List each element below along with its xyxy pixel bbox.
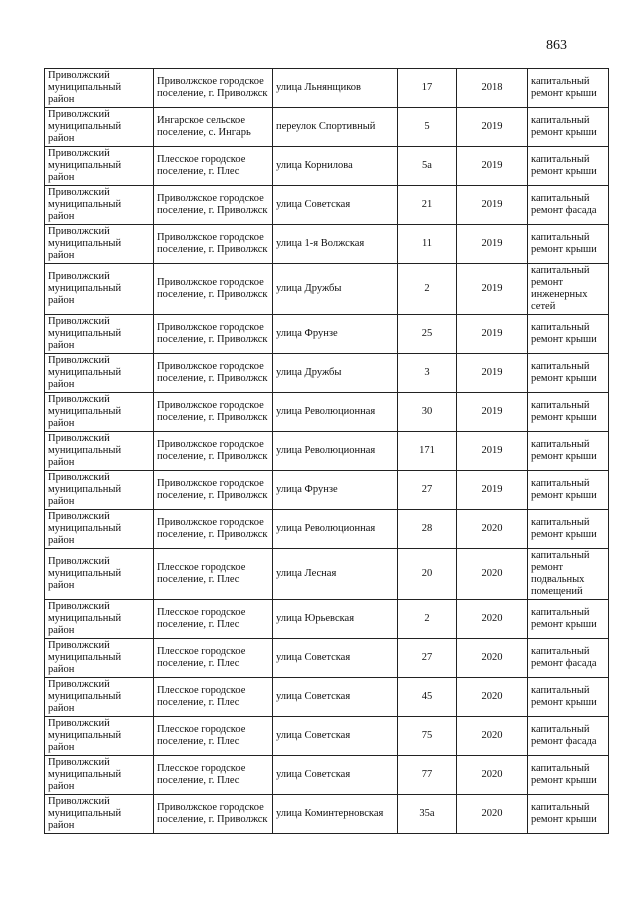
house-number-cell: 171 — [398, 432, 457, 471]
year-cell: 2020 — [457, 600, 528, 639]
table-row — [45, 471, 609, 510]
work-type-cell: капитальный ремонт крыши — [528, 471, 609, 510]
street-cell: улица Советская — [273, 639, 398, 678]
house-number-cell: 28 — [398, 510, 457, 549]
table-row — [45, 354, 609, 393]
house-number-cell: 30 — [398, 393, 457, 432]
house-number-cell: 20 — [398, 549, 457, 600]
table-row — [45, 549, 609, 600]
settlement-cell: Приволжское городское поселение, г. Приволжск — [154, 432, 273, 471]
work-type-cell: капитальный ремонт крыши — [528, 600, 609, 639]
table-row — [45, 69, 609, 108]
street-cell: улица Коминтерновская — [273, 795, 398, 834]
work-type-cell: капитальный ремонт крыши — [528, 432, 609, 471]
house-number-cell: 75 — [398, 717, 457, 756]
district-cell: Приволжский муниципальный район — [45, 549, 154, 600]
table-row — [45, 510, 609, 549]
page-number: 863 — [546, 38, 567, 53]
year-cell: 2020 — [457, 639, 528, 678]
table-row — [45, 393, 609, 432]
settlement-cell: Приволжское городское поселение, г. Приволжск — [154, 510, 273, 549]
table-row — [45, 186, 609, 225]
street-cell: переулок Спортивный — [273, 108, 398, 147]
settlement-cell: Приволжское городское поселение, г. Приволжск — [154, 225, 273, 264]
district-cell: Приволжский муниципальный район — [45, 432, 154, 471]
street-cell: улица Революционная — [273, 393, 398, 432]
work-type-cell: капитальный ремонт подвальных помещений — [528, 549, 609, 600]
district-cell: Приволжский муниципальный район — [45, 69, 154, 108]
district-cell: Приволжский муниципальный район — [45, 225, 154, 264]
table-row — [45, 264, 609, 315]
work-type-cell: капитальный ремонт фасада — [528, 186, 609, 225]
work-type-cell: капитальный ремонт крыши — [528, 315, 609, 354]
settlement-cell: Плесское городское поселение, г. Плес — [154, 717, 273, 756]
street-cell: улица Корнилова — [273, 147, 398, 186]
district-cell: Приволжский муниципальный район — [45, 147, 154, 186]
table-row — [45, 108, 609, 147]
settlement-cell: Ингарское сельское поселение, с. Ингарь — [154, 108, 273, 147]
district-cell: Приволжский муниципальный район — [45, 600, 154, 639]
house-number-cell: 35а — [398, 795, 457, 834]
settlement-cell: Приволжское городское поселение, г. Приволжск — [154, 471, 273, 510]
house-number-cell: 3 — [398, 354, 457, 393]
settlement-cell: Плесское городское поселение, г. Плес — [154, 600, 273, 639]
house-number-cell: 21 — [398, 186, 457, 225]
house-number-cell: 77 — [398, 756, 457, 795]
work-type-cell: капитальный ремонт крыши — [528, 795, 609, 834]
house-number-cell: 5а — [398, 147, 457, 186]
year-cell: 2019 — [457, 147, 528, 186]
work-type-cell: капитальный ремонт крыши — [528, 69, 609, 108]
table-row — [45, 756, 609, 795]
registry-table-body — [45, 69, 609, 834]
settlement-cell: Приволжское городское поселение, г. Приволжск — [154, 69, 273, 108]
settlement-cell: Плесское городское поселение, г. Плес — [154, 147, 273, 186]
table-row — [45, 225, 609, 264]
table-row — [45, 147, 609, 186]
street-cell: улица Советская — [273, 186, 398, 225]
street-cell: улица Дружбы — [273, 354, 398, 393]
table-row — [45, 717, 609, 756]
year-cell: 2019 — [457, 264, 528, 315]
district-cell: Приволжский муниципальный район — [45, 639, 154, 678]
house-number-cell: 17 — [398, 69, 457, 108]
table-row — [45, 432, 609, 471]
table-row — [45, 678, 609, 717]
house-number-cell: 25 — [398, 315, 457, 354]
year-cell: 2019 — [457, 471, 528, 510]
district-cell: Приволжский муниципальный район — [45, 354, 154, 393]
year-cell: 2019 — [457, 186, 528, 225]
settlement-cell: Плесское городское поселение, г. Плес — [154, 678, 273, 717]
settlement-cell: Приволжское городское поселение, г. Приволжск — [154, 795, 273, 834]
year-cell: 2019 — [457, 354, 528, 393]
work-type-cell: капитальный ремонт крыши — [528, 510, 609, 549]
settlement-cell: Приволжское городское поселение, г. Приволжск — [154, 354, 273, 393]
street-cell: улица Советская — [273, 756, 398, 795]
district-cell: Приволжский муниципальный район — [45, 315, 154, 354]
work-type-cell: капитальный ремонт крыши — [528, 225, 609, 264]
house-number-cell: 2 — [398, 264, 457, 315]
work-type-cell: капитальный ремонт крыши — [528, 108, 609, 147]
repair-registry-table — [44, 68, 609, 834]
street-cell: улица Юрьевская — [273, 600, 398, 639]
work-type-cell: капитальный ремонт крыши — [528, 393, 609, 432]
district-cell: Приволжский муниципальный район — [45, 108, 154, 147]
work-type-cell: капитальный ремонт крыши — [528, 147, 609, 186]
year-cell: 2020 — [457, 549, 528, 600]
house-number-cell: 2 — [398, 600, 457, 639]
settlement-cell: Плесское городское поселение, г. Плес — [154, 756, 273, 795]
year-cell: 2020 — [457, 678, 528, 717]
year-cell: 2018 — [457, 69, 528, 108]
street-cell: улица Льнянщиков — [273, 69, 398, 108]
settlement-cell: Приволжское городское поселение, г. Приволжск — [154, 393, 273, 432]
year-cell: 2020 — [457, 510, 528, 549]
street-cell: улица 1-я Волжская — [273, 225, 398, 264]
district-cell: Приволжский муниципальный район — [45, 186, 154, 225]
settlement-cell: Приволжское городское поселение, г. Приволжск — [154, 315, 273, 354]
street-cell: улица Революционная — [273, 432, 398, 471]
house-number-cell: 45 — [398, 678, 457, 717]
year-cell: 2020 — [457, 795, 528, 834]
street-cell: улица Фрунзе — [273, 471, 398, 510]
table-row — [45, 795, 609, 834]
street-cell: улица Революционная — [273, 510, 398, 549]
work-type-cell: капитальный ремонт фасада — [528, 717, 609, 756]
district-cell: Приволжский муниципальный район — [45, 510, 154, 549]
settlement-cell: Плесское городское поселение, г. Плес — [154, 549, 273, 600]
year-cell: 2019 — [457, 315, 528, 354]
street-cell: улица Лесная — [273, 549, 398, 600]
year-cell: 2019 — [457, 225, 528, 264]
work-type-cell: капитальный ремонт крыши — [528, 756, 609, 795]
table-row — [45, 600, 609, 639]
street-cell: улица Дружбы — [273, 264, 398, 315]
work-type-cell: капитальный ремонт инженерных сетей — [528, 264, 609, 315]
work-type-cell: капитальный ремонт крыши — [528, 354, 609, 393]
district-cell: Приволжский муниципальный район — [45, 756, 154, 795]
district-cell: Приволжский муниципальный район — [45, 678, 154, 717]
house-number-cell: 11 — [398, 225, 457, 264]
street-cell: улица Фрунзе — [273, 315, 398, 354]
house-number-cell: 5 — [398, 108, 457, 147]
table-row — [45, 315, 609, 354]
work-type-cell: капитальный ремонт фасада — [528, 639, 609, 678]
street-cell: улица Советская — [273, 717, 398, 756]
house-number-cell: 27 — [398, 639, 457, 678]
street-cell: улица Советская — [273, 678, 398, 717]
table-row — [45, 639, 609, 678]
year-cell: 2019 — [457, 393, 528, 432]
year-cell: 2019 — [457, 108, 528, 147]
settlement-cell: Плесское городское поселение, г. Плес — [154, 639, 273, 678]
work-type-cell: капитальный ремонт крыши — [528, 678, 609, 717]
year-cell: 2020 — [457, 717, 528, 756]
district-cell: Приволжский муниципальный район — [45, 717, 154, 756]
year-cell: 2020 — [457, 756, 528, 795]
settlement-cell: Приволжское городское поселение, г. Приволжск — [154, 264, 273, 315]
settlement-cell: Приволжское городское поселение, г. Приволжск — [154, 186, 273, 225]
year-cell: 2019 — [457, 432, 528, 471]
district-cell: Приволжский муниципальный район — [45, 393, 154, 432]
house-number-cell: 27 — [398, 471, 457, 510]
district-cell: Приволжский муниципальный район — [45, 795, 154, 834]
district-cell: Приволжский муниципальный район — [45, 264, 154, 315]
district-cell: Приволжский муниципальный район — [45, 471, 154, 510]
